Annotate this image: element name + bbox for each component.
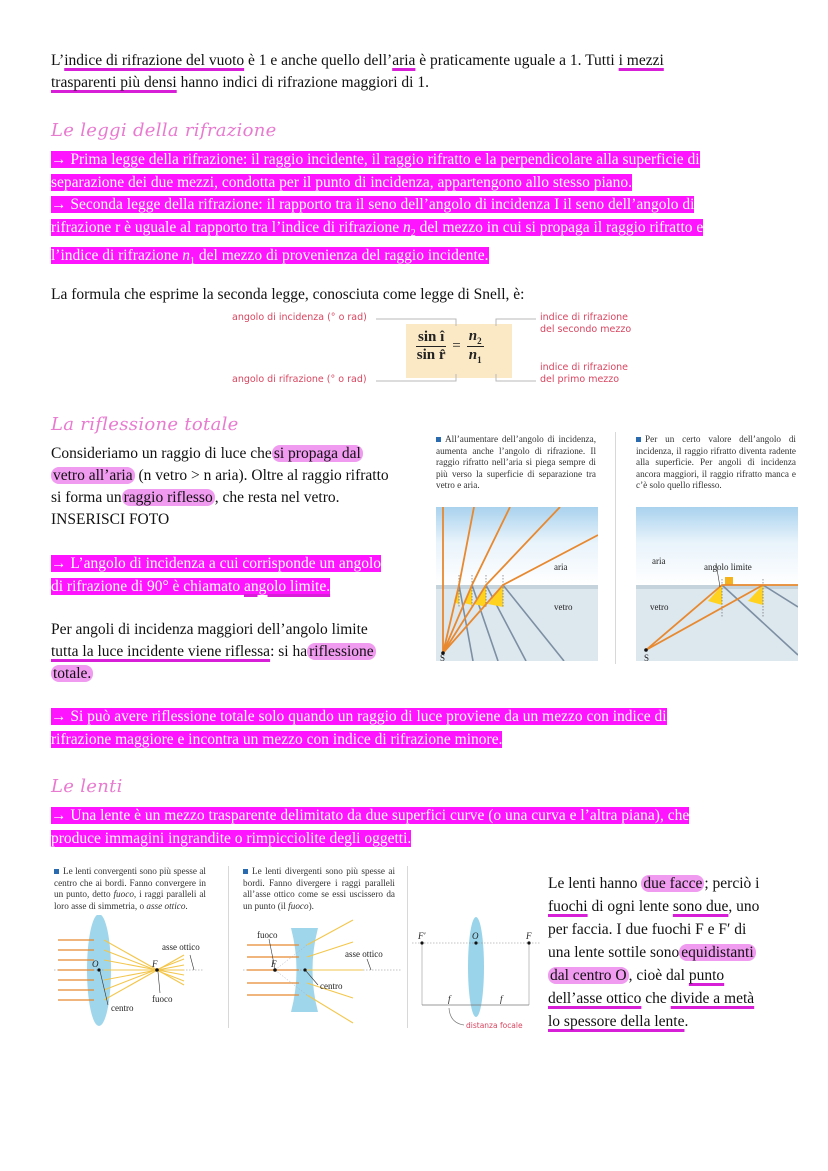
underline-tutta-la-luce: tutta la luce incidente viene riflessa [51,643,271,660]
intro-paragraph [51,50,791,94]
svg-text:f: f [448,994,451,1004]
bullet-square-icon [54,869,59,874]
diagram-refraction-increasing-angle [436,507,598,661]
heading-riflessione-totale: La riflessione totale [51,414,239,435]
law2-line1: → Seconda legge della rifrazione: il rapporto tra il seno dell’angolo di incidenza I il seno dell’angolo di [51,196,695,213]
law2-line2: rifrazione r è uguale al rapporto tra l’indice di rifrazione $n_2$ del mezzo in cui si propaga il raggio rifratto e [51,218,704,239]
svg-text:centro: centro [320,981,343,991]
svg-text:O: O [92,959,99,969]
svg-text:aria: aria [652,556,666,566]
underline-aria: aria [392,52,416,69]
underline-trasparenti: trasparenti più densi [51,74,177,91]
diagram-focal-distance [412,915,542,1035]
fraction-n: $\frac{n_2}{n_1}$ [468,328,482,365]
diagram-critical-angle [636,507,798,661]
angolo-limite-highlight: → L’angolo di incidenza a cui corrisponde un angolo di rifrazione di 90° è chiamato angolo limite. [51,555,382,595]
svg-text:O: O [472,931,479,941]
underline-fuochi: fuochi [548,898,588,915]
underline-indice-vuoto: indice di rifrazione del vuoto [64,52,245,69]
label-angolo-incidenza: angolo di incidenza (° o rad) [232,312,367,323]
intro-line-1: L’indice di rifrazione del vuoto è 1 e anche quello dell’aria è praticamente uguale a 1. Tutti i mezzi [51,52,664,69]
lens-figure-divider-1 [228,866,229,1028]
svg-text:asse ottico: asse ottico [162,942,200,952]
highlight-equidistanti: equidistanti [681,944,754,961]
underline-divide-meta: divide a metà [670,990,755,1007]
total-reflection-condition-highlight: → Si può avere riflessione totale solo quando un raggio di luce proviene da un mezzo con indice di rifrazione maggiore e incontra un mezzo con indice di rifrazione minore. [51,708,667,748]
highlight-dal-centro: dal centro O [550,967,627,984]
laws-highlight-block [51,149,811,274]
intro-line-2: trasparenti più densi hanno indici di rifrazione maggiori di 1. [51,74,429,91]
placeholder-inserisci-foto: INSERISCI FOTO [51,511,170,528]
svg-text:F: F [152,959,158,969]
snell-intro: La formula che esprime la seconda legge, conosciuta come legge di Snell, è: [51,286,525,303]
bullet-square-icon [436,437,441,442]
snell-equation: $\frac{\text{sin î}}{\text{sin r̂}}$ = $\frac{n_2}{n_1}$ [416,328,482,365]
svg-text:F: F [271,959,277,969]
svg-text:f: f [500,994,503,1004]
heading-leggi-rifrazione: Le leggi della rifrazione [51,120,277,141]
highlight-totale: totale. [53,665,92,682]
total-reflection-paragraph-2: Per angoli di incidenza maggiori dell’angolo limite tutta la luce incidente viene riflessa: si ha riflessione totale. [51,621,374,682]
fig-refraction-caption-right: Per un certo valore dell’angolo di incidenza, il raggio rifratto diventa radente alla superficie. Per angoli di incidenza ancora maggiori, il raggio rifratto manca e c’è solo quello riflesso. [636,434,796,490]
svg-text:S: S [644,653,650,661]
lens-figure-divider-2 [407,866,408,1028]
law1-line2: separazione dei due mezzi, condotta per il punto di incidenza, appartengono allo stesso piano. [51,173,633,191]
label-n1: indice di rifrazione del primo mezzo [540,362,629,385]
fraction-sin: $\frac{\text{sin î}}{\text{sin r̂}}$ [416,329,446,363]
underline-sono-due: sono due [672,898,729,915]
label-n2: indice di rifrazione del secondo mezzo [540,312,632,335]
lens-paragraph: Le lenti hanno due facce ; perciò i fuochi di ogni lente sono due, uno per faccia. I due fuochi F e F′ di una lente sottile sono equidistanti dal centro O , cioè dal punto dell’asse ottico che divide a metà lo spessore della lente. [548,875,760,1030]
svg-text:centro: centro [111,1003,134,1013]
svg-text:aria: aria [554,562,568,572]
svg-text:angolo limite: angolo limite [704,562,752,572]
diagram-diverging-lens [243,915,403,1030]
svg-text:distanza focale: distanza focale [466,1021,523,1030]
fig-refraction-caption-left: All’aumentare dell’angolo di incidenza, aumenta anche l’angolo di rifrazione. Il raggio rifratto nell’aria si piega sempre di più verso la superficie di separazione tra vetro e aria. [436,434,596,490]
lens-definition-highlight: → Una lente è un mezzo trasparente delimitato da due superfici curve (o una curva e l’altra piana), che produce immagini ingrandite o rimpicciolite degli oggetti. [51,807,690,847]
figure-divider [615,432,616,664]
fig-diverging-caption: Le lenti divergenti sono più spesse ai bordi. Fanno divergere i raggi paralleli all’asse ottico come se essi uscissero da un punto (il fuoco). [243,866,395,911]
underline-i-mezzi: i mezzi [618,52,664,69]
svg-text:asse ottico: asse ottico [345,949,383,959]
highlight-riflessione: riflessione [309,643,374,660]
svg-text:vetro: vetro [650,602,669,612]
diagram-converging-lens [54,915,214,1030]
highlight-raggio-riflesso: raggio riflesso [123,489,213,506]
law1-line1: → Prima legge della rifrazione: il raggio incidente, il raggio rifratto e la perpendicolare alla superficie di [51,151,700,168]
underline-asse-ottico: dell’asse ottico [548,990,642,1007]
total-reflection-paragraph-1: Consideriamo un raggio di luce che si propaga dal vetro all’aria (n vetro > n aria). Oltre al raggio rifratto si forma un raggio riflesso , che resta nel vetro. INSERISCI FOTO [51,443,421,531]
svg-text:S: S [440,653,446,661]
law2-line3: l’indice di rifrazione $n_1$ del mezzo di provenienza del raggio incidente. [51,247,489,268]
bullet-square-icon [636,437,641,442]
svg-text:F′: F′ [418,931,426,941]
svg-text:fuoco: fuoco [152,994,173,1004]
underline-angolo-limite: angolo limite. [244,577,331,595]
highlight-due-facce: due facce [643,875,703,892]
svg-text:F: F [526,931,532,941]
underline-spessore: lo spessore della lente [548,1013,685,1030]
bullet-square-icon [243,869,248,874]
label-angolo-rifrazione: angolo di rifrazione (° o rad) [232,374,367,385]
svg-text:fuoco: fuoco [257,930,278,940]
heading-lenti: Le lenti [51,776,123,797]
svg-text:vetro: vetro [554,602,573,612]
highlight-si-propaga: si propaga dal [273,445,361,462]
fig-converging-caption: Le lenti convergenti sono più spesse al centro che ai bordi. Fanno convergere in un punto, detto fuoco, i raggi paralleli al loro asse di simmetria, o asse ottico. [54,866,206,911]
highlight-vetro-aria: vetro all’aria [53,467,133,484]
underline-punto: punto [688,967,725,984]
snell-formula-figure [200,310,650,390]
